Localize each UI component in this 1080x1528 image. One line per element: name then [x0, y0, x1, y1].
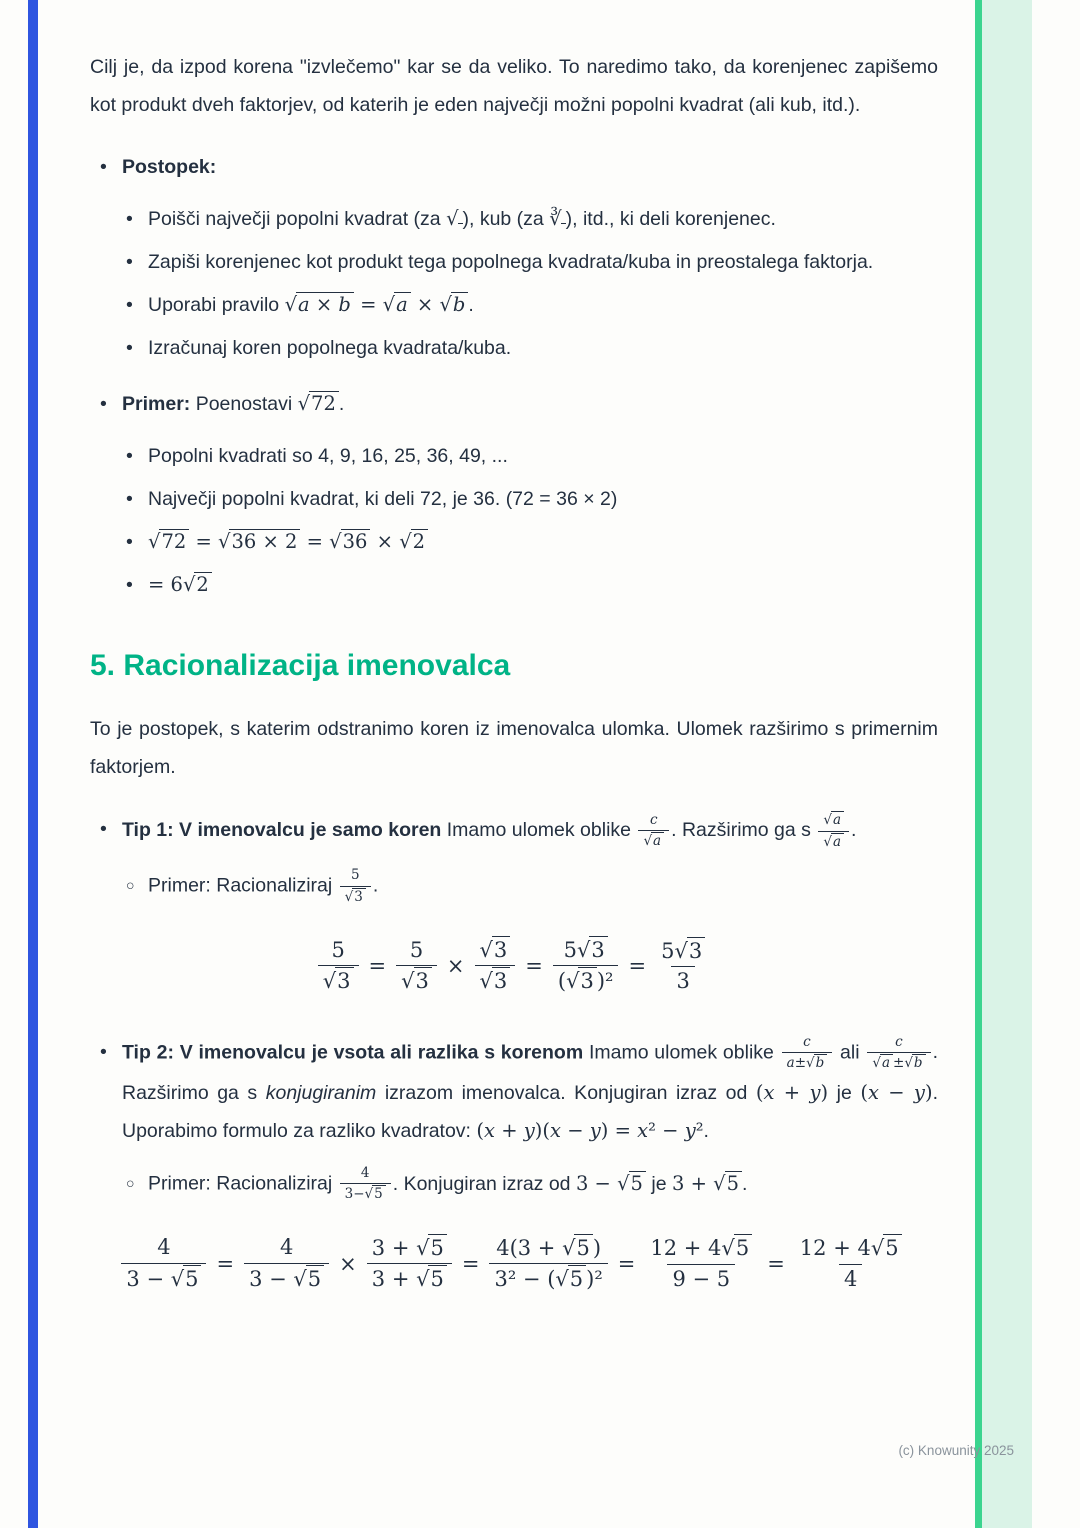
fraction-numerator: 4	[157, 1235, 171, 1260]
tip2-text-2: ali	[840, 1041, 860, 1064]
bullet-icon	[126, 200, 148, 238]
fraction-numerator: 5	[409, 937, 424, 962]
postopek-item-3: Uporabi pravilo √a × b = √a × √b .	[148, 293, 474, 316]
inline-fraction	[818, 810, 849, 852]
fraction-numerator: 5√3	[656, 936, 710, 966]
list-item	[126, 480, 938, 518]
section5-intro: To je postopek, s katerim odstranimo koren iz imenovalca ulomka. Ulomek razširimo s primernim faktorjem.	[90, 718, 938, 778]
fraction-denominator: 3	[671, 966, 694, 996]
inline-fraction	[782, 1033, 833, 1074]
bullet-icon	[126, 437, 148, 475]
fraction-numerator: c	[895, 1033, 903, 1050]
fraction-denominator: 3 − √5	[121, 1263, 206, 1294]
fraction-numerator: √3	[475, 935, 516, 965]
equals-sign: =	[767, 1251, 785, 1276]
postopek-item-2: Zapiši korenjenec kot produkt tega popolnega kvadrata/kuba in preostalega faktorja.	[148, 251, 874, 273]
times-sign: ×	[339, 1251, 357, 1276]
fraction-denominator: 3 + √5	[367, 1263, 452, 1294]
fraction-numerator: 5	[350, 867, 360, 884]
fraction-numerator: 5√3	[559, 935, 613, 965]
fraction-numerator: 4(3 + √5 )	[496, 1235, 602, 1260]
primer-text: Poenostavi √72 .	[195, 392, 345, 415]
fraction-denominator: √3	[475, 965, 516, 996]
fraction	[244, 1233, 329, 1294]
fraction-denominator: 3 − √5	[244, 1263, 329, 1294]
fraction	[396, 936, 437, 997]
fraction-denominator: 3−√5	[340, 1183, 391, 1205]
primer-item-3: √72 = √36 × 2 = √36 × √2	[148, 523, 938, 561]
copyright-watermark: (c) Knowunity 2025	[898, 1443, 1014, 1458]
right-margin-band	[975, 0, 1032, 1528]
bullet-icon	[126, 286, 148, 324]
fraction-denominator: √3	[396, 965, 437, 996]
fraction-denominator: √a ±√b	[867, 1052, 930, 1074]
primer-label: Primer:	[122, 393, 191, 415]
list-item	[126, 566, 938, 604]
equals-sign: =	[368, 953, 387, 978]
fraction	[656, 936, 710, 997]
tip1-label: Tip 1: V imenovalcu je samo koren	[122, 819, 442, 842]
list-item	[126, 200, 938, 238]
list-item-tip2-primer	[126, 1164, 938, 1205]
fraction-numerator: 3 + √5	[367, 1233, 452, 1263]
bullet-icon	[100, 1033, 122, 1150]
list-item-postopek	[90, 148, 938, 186]
fraction	[489, 1233, 607, 1295]
fraction-denominator: (√3 )²	[553, 965, 619, 996]
right-accent-line	[975, 0, 982, 1528]
circle-bullet-icon	[126, 1164, 148, 1205]
fraction-denominator: √3	[340, 886, 371, 908]
fraction	[367, 1233, 452, 1295]
fraction-denominator: a±√b	[782, 1052, 833, 1074]
fraction	[318, 936, 359, 997]
fraction	[645, 1233, 757, 1294]
tip1-text-2: . Razširimo ga s	[671, 819, 811, 842]
primer-item-1: Popolni kvadrati so 4, 9, 16, 25, 36, 49, ...	[148, 445, 508, 467]
postopek-label: Postopek:	[122, 156, 217, 178]
equals-sign: =	[617, 1251, 636, 1276]
fraction-denominator: √3	[318, 965, 359, 996]
tip2-primer-text-1: Primer: Racionaliziraj	[148, 1172, 333, 1195]
bullet-icon	[126, 523, 148, 561]
bullet-icon	[126, 329, 148, 367]
bullet-icon	[126, 566, 148, 604]
equation-tip2	[90, 1233, 938, 1295]
equals-sign: =	[525, 953, 543, 978]
bullet-icon	[126, 243, 148, 281]
list-item	[126, 243, 938, 281]
fraction-denominator: 4	[839, 1264, 862, 1294]
fraction	[121, 1233, 206, 1294]
fraction-denominator: 3² − (√5 )²	[489, 1263, 607, 1294]
fraction	[553, 935, 619, 997]
fraction-numerator: 5	[331, 937, 345, 962]
fraction-numerator: 4	[279, 1235, 294, 1260]
list-item	[126, 437, 938, 475]
bullet-icon	[126, 480, 148, 518]
fraction-numerator: √a	[818, 810, 849, 831]
tip1-primer-text-1: Primer: Racionaliziraj	[148, 874, 333, 897]
inline-fraction	[867, 1033, 930, 1074]
inline-fraction	[638, 811, 669, 852]
equation-tip1	[90, 935, 938, 997]
fraction-numerator: 12 + 4√5	[795, 1233, 907, 1263]
primer-item-2: Največji popolni kvadrat, ki deli 72, je 36. (72 = 36 × 2)	[148, 488, 618, 510]
fraction-denominator: √a	[818, 831, 849, 853]
inline-fraction	[340, 1164, 391, 1205]
page-content	[90, 0, 938, 1331]
list-item-tip1-primer	[126, 866, 938, 907]
tip1-text-3: .	[851, 819, 857, 842]
list-item	[126, 329, 938, 367]
fraction-numerator: 4	[360, 1164, 370, 1181]
equals-sign: =	[628, 953, 647, 978]
bullet-icon	[100, 385, 122, 423]
list-item	[126, 286, 938, 324]
equals-sign: =	[216, 1251, 235, 1276]
tip2-text-1: Imamo ulomek oblike	[588, 1041, 774, 1064]
tip2-primer-text-2: . Konjugiran izraz od 3 − √5 je 3 + √5 .	[392, 1171, 748, 1195]
list-item-primer	[90, 385, 938, 423]
fraction-numerator: c	[803, 1033, 811, 1050]
primer-item-4: = 6√2	[148, 566, 938, 604]
fraction	[795, 1233, 907, 1294]
fraction-denominator: √a	[638, 830, 669, 852]
tip2-label: Tip 2: V imenovalcu je vsota ali razlika s korenom	[122, 1041, 584, 1064]
intro-paragraph: Cilj je, da izpod korena "izvlečemo" kar se da veliko. To naredimo tako, da korenjenec zapišemo kot produkt dveh faktorjev, od katerih je eden največji možni popolni kvadrat (ali kub, itd.).	[90, 56, 938, 116]
postopek-item-4: Izračunaj koren popolnega kvadrata/kuba.	[148, 337, 512, 359]
section-heading: 5. Racionalizacija imenovalca	[90, 649, 511, 682]
fraction-numerator: 12 + 4√5	[645, 1233, 757, 1263]
fraction	[475, 935, 516, 997]
inline-fraction	[340, 866, 371, 907]
tip1-primer-text-2: .	[372, 874, 379, 897]
tip2-text-3: . Razširimo ga s konjugiranim izrazom imenovalca. Konjugiran izraz od (x + y) je (x − y). Uporabimo formulo za razliko kvadratov: (x + y)(x − y) = x² − y².	[122, 1041, 938, 1142]
bullet-icon	[100, 810, 122, 852]
equals-sign: =	[461, 1251, 480, 1276]
bullet-icon	[100, 148, 122, 186]
fraction-denominator: 9 − 5	[667, 1264, 735, 1294]
left-accent-bar	[28, 0, 38, 1528]
list-item-tip2	[90, 1033, 938, 1150]
tip1-text-1: Imamo ulomek oblike	[446, 819, 632, 842]
list-item	[126, 523, 938, 561]
fraction-numerator: c	[649, 811, 658, 828]
list-item-tip1	[90, 810, 938, 852]
postopek-item-1: Poišči največji popolni kvadrat (za √ ), kub (za ∛ ), itd., ki deli korenjenec.	[148, 207, 776, 230]
times-sign: ×	[446, 953, 465, 978]
circle-bullet-icon	[126, 866, 148, 907]
